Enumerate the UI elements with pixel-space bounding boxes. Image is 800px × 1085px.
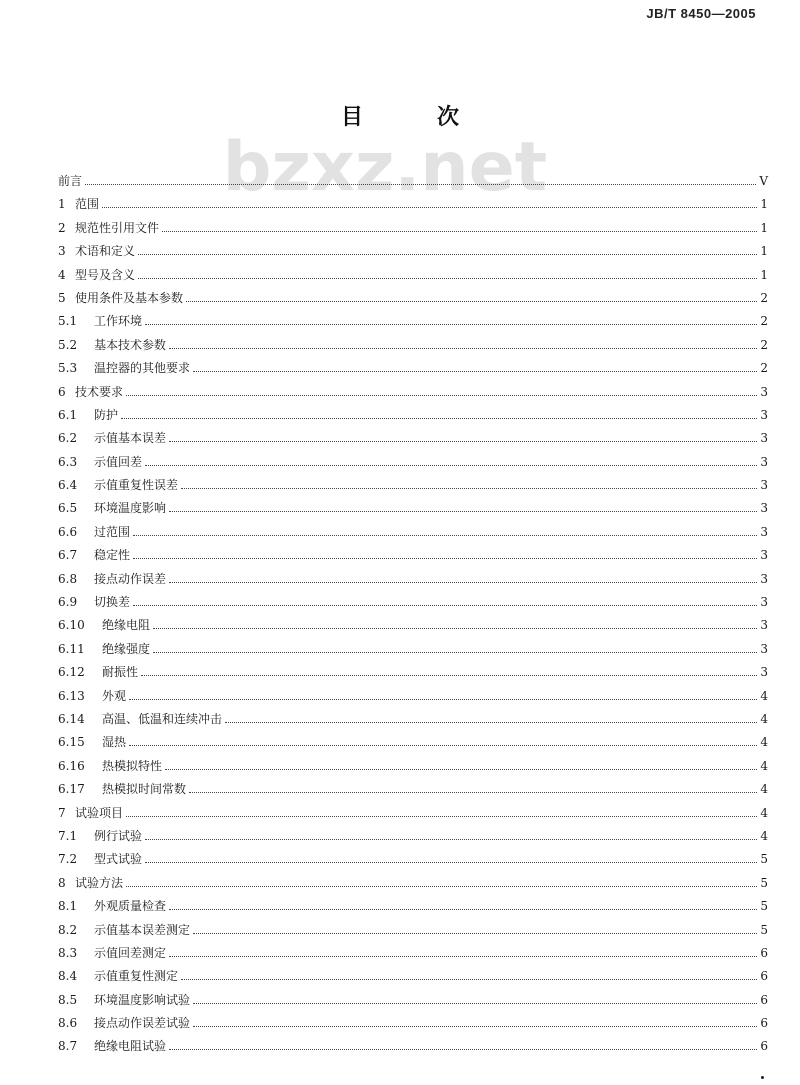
toc-entry-page: 4 (760, 782, 768, 797)
toc-entry-title: 外观 (102, 688, 127, 703)
toc-entry-title: 热模拟特性 (102, 758, 163, 773)
toc-dot-leader (133, 534, 757, 536)
toc-entry-number: 2 (58, 220, 66, 235)
toc-entry-page: 3 (760, 478, 768, 493)
toc-entry-number: 6.15 (58, 735, 85, 750)
toc-entry-title: 试验项目 (75, 805, 124, 820)
toc-entry[interactable] (58, 895, 768, 918)
toc-entry-page: 3 (760, 384, 768, 399)
toc-entry-number: 8.1 (58, 899, 78, 914)
toc-entry[interactable] (58, 802, 768, 825)
toc-entry[interactable] (58, 778, 768, 801)
toc-entry[interactable] (58, 965, 768, 988)
toc-entry[interactable] (58, 872, 768, 895)
toc-dot-leader (145, 838, 757, 840)
toc-dot-leader (129, 698, 757, 700)
toc-entry-title: 型号及含义 (75, 267, 136, 282)
toc-entry-page: 5 (760, 922, 768, 937)
toc-dot-leader (186, 300, 757, 302)
toc-dot-leader (133, 604, 757, 606)
page-mark-dot (761, 1076, 764, 1079)
toc-entry-page: 6 (760, 992, 768, 1007)
toc-dot-leader (141, 674, 757, 676)
toc-entry-page: 2 (760, 314, 768, 329)
toc-entry[interactable] (58, 708, 768, 731)
toc-entry-page: 3 (760, 501, 768, 516)
toc-entry-number: 6.9 (58, 595, 78, 610)
toc-entry-number: 6.16 (58, 758, 85, 773)
toc-entry-number: 4 (58, 267, 66, 282)
toc-entry-title: 范围 (75, 197, 100, 212)
toc-entry[interactable] (58, 614, 768, 637)
toc-entry-page: 3 (760, 595, 768, 610)
toc-entry[interactable] (58, 685, 768, 708)
toc-entry-page: 3 (760, 665, 768, 680)
toc-entry[interactable] (58, 568, 768, 591)
toc-entry-title: 示值回差测定 (94, 945, 167, 960)
toc-entry-number: 6.3 (58, 454, 78, 469)
toc-entry-title: 示值重复性误差 (94, 478, 179, 493)
toc-entry-number: 6.10 (58, 618, 85, 633)
toc-entry-page: 6 (760, 945, 768, 960)
toc-dot-leader (181, 487, 757, 489)
toc-dot-leader (169, 510, 757, 512)
table-of-contents (58, 170, 768, 1059)
toc-entry-page: 3 (760, 618, 768, 633)
toc-dot-leader (169, 1048, 757, 1050)
toc-dot-leader (102, 206, 757, 208)
toc-entry-number: 6.11 (58, 641, 85, 656)
toc-entry-page: 1 (760, 220, 768, 235)
toc-entry-number: 8.5 (58, 992, 78, 1007)
toc-dot-leader (162, 230, 757, 232)
toc-entry[interactable] (58, 240, 768, 263)
toc-entry[interactable] (58, 1012, 768, 1035)
toc-entry-number: 1 (58, 197, 66, 212)
toc-entry-title: 稳定性 (94, 548, 131, 563)
toc-entry-page: 3 (760, 524, 768, 539)
toc-entry-number: 6.17 (58, 782, 85, 797)
toc-entry-title: 温控器的其他要求 (94, 361, 191, 376)
toc-entry[interactable] (58, 497, 768, 520)
toc-dot-leader (145, 861, 757, 863)
toc-entry-title: 绝缘强度 (102, 641, 151, 656)
toc-entry-page: 4 (760, 805, 768, 820)
toc-entry-number: 6.12 (58, 665, 85, 680)
toc-entry-title: 接点动作误差 (94, 571, 167, 586)
toc-entry-number: 5.2 (58, 337, 78, 352)
toc-entry-title: 过范围 (94, 524, 131, 539)
toc-dot-leader (121, 417, 757, 419)
toc-entry-title: 绝缘电阻 (102, 618, 151, 633)
toc-entry-page: 3 (760, 454, 768, 469)
toc-entry[interactable] (58, 755, 768, 778)
standard-number: JB/T 8450—2005 (646, 6, 756, 21)
toc-dot-leader (193, 1002, 757, 1004)
toc-entry-title: 耐振性 (102, 665, 139, 680)
toc-entry-page: 6 (760, 1016, 768, 1031)
toc-entry-page: 1 (760, 197, 768, 212)
toc-entry[interactable] (58, 310, 768, 333)
toc-dot-leader (181, 978, 757, 980)
toc-entry[interactable] (58, 825, 768, 848)
toc-entry-page: 3 (760, 407, 768, 422)
toc-entry-title: 技术要求 (75, 384, 124, 399)
toc-entry-page: 1 (760, 267, 768, 282)
watermark: bzxz.net (222, 128, 548, 207)
toc-dot-leader (129, 744, 757, 746)
toc-entry-number: 8.6 (58, 1016, 78, 1031)
toc-entry-number: 8.7 (58, 1039, 78, 1054)
toc-dot-leader (153, 627, 757, 629)
toc-entry-title: 型式试验 (94, 852, 143, 867)
toc-entry-title: 外观质量检查 (94, 899, 167, 914)
toc-entry-title: 热模拟时间常数 (102, 782, 187, 797)
toc-dot-leader (225, 721, 757, 723)
toc-entry-page: 1 (760, 244, 768, 259)
toc-entry[interactable] (58, 848, 768, 871)
toc-entry-title: 湿热 (102, 735, 127, 750)
toc-entry[interactable] (58, 989, 768, 1012)
toc-entry[interactable] (58, 591, 768, 614)
toc-entry[interactable] (58, 919, 768, 942)
toc-entry-page: V (759, 174, 768, 188)
toc-entry-number: 5.3 (58, 361, 78, 376)
toc-dot-leader (85, 183, 756, 185)
toc-entry-title: 环境温度影响 (94, 501, 167, 516)
toc-entry-number: 8.4 (58, 969, 78, 984)
toc-entry-title: 防护 (94, 407, 119, 422)
toc-entry-number: 7.2 (58, 852, 78, 867)
toc-dot-leader (169, 908, 757, 910)
toc-entry-page: 4 (760, 711, 768, 726)
toc-entry-number: 6.6 (58, 524, 78, 539)
toc-entry[interactable] (58, 334, 768, 357)
toc-entry[interactable] (58, 1035, 768, 1058)
toc-dot-leader (145, 323, 757, 325)
toc-entry-title: 接点动作误差试验 (94, 1016, 191, 1031)
toc-entry-number: 8.3 (58, 945, 78, 960)
toc-entry-title: 规范性引用文件 (75, 220, 160, 235)
toc-dot-leader (145, 464, 757, 466)
toc-entry[interactable] (58, 638, 768, 661)
toc-entry[interactable] (58, 427, 768, 450)
toc-entry-number: 7.1 (58, 828, 78, 843)
toc-entry-number: 6 (58, 384, 66, 399)
toc-entry-title: 切换差 (94, 595, 131, 610)
toc-dot-leader (126, 885, 757, 887)
toc-dot-leader (165, 768, 757, 770)
toc-entry-title: 试验方法 (75, 875, 124, 890)
toc-entry-title: 示值回差 (94, 454, 143, 469)
toc-entry-page: 4 (760, 758, 768, 773)
toc-entry-title: 基本技术参数 (94, 337, 167, 352)
toc-entry-title: 使用条件及基本参数 (75, 290, 184, 305)
toc-entry[interactable] (58, 544, 768, 567)
toc-entry[interactable] (58, 170, 768, 193)
toc-entry[interactable] (58, 217, 768, 240)
toc-entry-number: 6.7 (58, 548, 78, 563)
toc-entry-page: 4 (760, 688, 768, 703)
toc-entry-title: 术语和定义 (75, 244, 136, 259)
toc-entry[interactable] (58, 193, 768, 216)
toc-dot-leader (138, 277, 757, 279)
toc-entry-number: 6.5 (58, 501, 78, 516)
toc-entry[interactable] (58, 661, 768, 684)
toc-entry-number: 5.1 (58, 314, 78, 329)
toc-entry[interactable] (58, 521, 768, 544)
toc-entry-page: 3 (760, 431, 768, 446)
toc-entry[interactable] (58, 451, 768, 474)
toc-entry[interactable] (58, 287, 768, 310)
toc-dot-leader (138, 253, 757, 255)
toc-entry-title: 示值重复性测定 (94, 969, 179, 984)
toc-entry[interactable] (58, 404, 768, 427)
toc-dot-leader (169, 440, 757, 442)
toc-dot-leader (189, 791, 757, 793)
toc-entry-page: 3 (760, 641, 768, 656)
toc-entry[interactable] (58, 474, 768, 497)
toc-entry-page: 2 (760, 290, 768, 305)
toc-dot-leader (133, 557, 757, 559)
toc-dot-leader (169, 955, 757, 957)
toc-entry-page: 6 (760, 1039, 768, 1054)
toc-entry-title: 示值基本误差 (94, 431, 167, 446)
toc-entry[interactable] (58, 381, 768, 404)
toc-entry-title: 工作环境 (94, 314, 143, 329)
toc-dot-leader (169, 347, 757, 349)
toc-entry-page: 3 (760, 571, 768, 586)
toc-entry-number: 5 (58, 290, 66, 305)
toc-entry-page: 3 (760, 548, 768, 563)
toc-dot-leader (153, 651, 757, 653)
toc-entry-page: 2 (760, 337, 768, 352)
toc-dot-leader (193, 1025, 757, 1027)
toc-entry-number: 6.14 (58, 711, 85, 726)
toc-dot-leader (193, 932, 757, 934)
toc-entry-number: 6.13 (58, 688, 85, 703)
toc-entry[interactable] (58, 357, 768, 380)
toc-entry-page: 2 (760, 361, 768, 376)
toc-dot-leader (126, 815, 757, 817)
toc-entry-title: 高温、低温和连续冲击 (102, 711, 223, 726)
toc-entry-title: 示值基本误差测定 (94, 922, 191, 937)
page-title: 目 次 (340, 104, 485, 130)
toc-entry[interactable] (58, 942, 768, 965)
toc-entry-number: 6.4 (58, 478, 78, 493)
toc-entry-page: 5 (760, 899, 768, 914)
toc-entry-page: 4 (760, 735, 768, 750)
toc-entry-title: 例行试验 (94, 828, 143, 843)
toc-dot-leader (126, 394, 757, 396)
toc-entry-page: 6 (760, 969, 768, 984)
toc-entry-number: 3 (58, 244, 66, 259)
toc-entry-page: 4 (760, 828, 768, 843)
toc-entry-title: 前言 (58, 174, 83, 188)
toc-dot-leader (169, 581, 757, 583)
toc-entry-number: 8 (58, 875, 66, 890)
toc-entry[interactable] (58, 264, 768, 287)
toc-entry-title: 绝缘电阻试验 (94, 1039, 167, 1054)
toc-entry[interactable] (58, 731, 768, 754)
toc-entry-page: 5 (760, 875, 768, 890)
toc-entry-page: 5 (760, 852, 768, 867)
toc-entry-number: 6.1 (58, 407, 78, 422)
toc-dot-leader (193, 370, 757, 372)
toc-entry-title: 环境温度影响试验 (94, 992, 191, 1007)
toc-entry-number: 8.2 (58, 922, 78, 937)
toc-entry-number: 6.2 (58, 431, 78, 446)
toc-entry-number: 6.8 (58, 571, 78, 586)
toc-entry-number: 7 (58, 805, 66, 820)
